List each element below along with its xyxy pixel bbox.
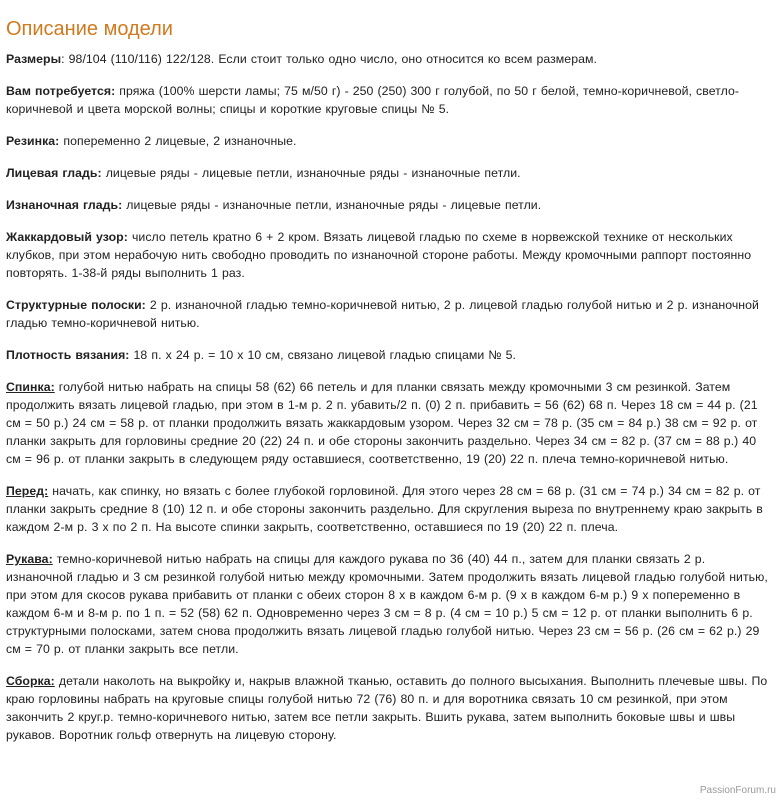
stockinette-label: Лицевая гладь: [6,166,102,180]
gauge-paragraph [6,346,772,364]
gauge-text: 18 п. х 24 р. = 10 х 10 см, связано лицевой гладью спицами № 5. [129,348,517,362]
rib-label: Резинка: [6,134,60,148]
gauge-label: Плотность вязания: [6,348,130,362]
sleeves-text: темно-коричневой нитью набрать на спицы для каждого рукава по 36 (40) 44 п., затем для планки связать 2 р. изнаночной гладью и 3 см резинкой голубой нитью между кромочными. Затем продолжить вязать лицевой гладью голубой нитью, при этом для скосов рукава прибавить от планки с обеих сторон 8 х в каждом 6-м р. (9 х в каждом 6-м р.) 9 х попеременно в каждом 6-м и 8-м р. по 1 п. = 52 (58) 62 п. Одновременно через 3 см = 8 р. (4 см = 10 р.) 5 см = 12 р. от планки выполнить 6 р. структурными полосками, затем снова продолжить вязать лицевой гладью голубой нитью. Через 23 см = 56 р. (26 см = 62 р.) 29 см = 70 р. от планки закрыть все петли. [6,552,768,656]
reverse-paragraph [6,196,772,214]
back-label: Спинка: [6,380,55,394]
assembly-label: Сборка: [6,674,55,688]
sleeves-paragraph [6,550,772,658]
sizes-paragraph [6,50,772,68]
stockinette-paragraph [6,164,772,182]
jacquard-label: Жаккардовый узор: [6,230,128,244]
assembly-paragraph [6,672,772,744]
back-text: голубой нитью набрать на спицы 58 (62) 66 петель и для планки связать между кромочными 3 см резинкой. Затем продолжить вязать лицевой гладью, при этом в 1-м р. 2 п. убавить/2 п. (0) 2 п. прибавить = 56 (62) 68 п. Через 18 см = 44 р. (21 см = 50 р.) 24 см = 58 р. от планки продолжить вязать жаккардовым узором. Через 32 см = 78 р. (35 см = 84 р.) 38 см = 92 р. от планки закрыть для горловины средние 20 (22) 24 п. и обе стороны закончить раздельно. Через 34 см = 82 р. (37 см = 88 р.) 40 см = 96 р. от планки закрыть в следующем ряду оставшиеся, соответственно, 19 (20) 22 п. плеча темно-коричневой нитью. [6,380,758,466]
front-paragraph [6,482,772,536]
watermark: PassionForum.ru [699,785,776,796]
materials-paragraph [6,82,772,118]
stripes-text: 2 р. изнаночной гладью темно-коричневой нитью, 2 р. лицевой гладью голубой нитью и 2 р. изнаночной гладью темно-коричневой нитью. [6,298,759,330]
jacquard-text: число петель кратно 6 + 2 кром. Вязать лицевой гладью по схеме в норвежской технике от нескольких клубков, при этом нерабочую нить свободно проводить по изнаночной стороне работы. Между кромочными раппорт постоянно повторять. 1-38-й ряды выполнить 1 раз. [6,230,752,280]
jacquard-paragraph [6,228,772,282]
reverse-label: Изнаночная гладь: [6,198,123,212]
assembly-text: детали наколоть на выкройку и, накрыв влажной тканью, оставить до полного высыхания. Выполнить плечевые швы. По краю горловины набрать на круговые спицы голубой нитью 72 (76) 80 п. и для воротника связать 10 см резинкой, при этом закончить 2 круг.р. темно-коричневого нитью, затем все петли закрыть. Вшить рукава, затем выполнить боковые швы и швы рукавов. Воротник гольф отвернуть на лицевую сторону. [6,674,768,742]
front-label: Перед: [6,484,49,498]
front-text: начать, как спинку, но вязать с более глубокой горловиной. Для этого через 28 см = 68 р. (31 см = 74 р.) 34 см = 82 р. от планки закрыть средние 8 (10) 12 п. и обе стороны закончить раздельно. Для скругления выреза по внутреннему краю закрыть в каждом 2-м р. 3 х по 2 п. На высоте спинки закрыть, соответственно, оставшиеся по 19 (20) 22 п. плеча. [6,484,763,534]
rib-paragraph [6,132,772,150]
rib-text: попеременно 2 лицевые, 2 изнаночные. [59,134,297,148]
page-title: Описание модели [6,18,173,40]
materials-text: пряжа (100% шерсти ламы; 75 м/50 г) - 250 (250) 300 г голубой, по 50 г белой, темно-коричневой, светло-коричневой и цвета морской волны; спицы и короткие круговые спицы № 5. [6,84,739,116]
sizes-label: Размеры [6,52,62,66]
stripes-label: Структурные полоски: [6,298,146,312]
sleeves-label: Рукава: [6,552,53,566]
stripes-paragraph [6,296,772,332]
materials-label: Вам потребуется: [6,84,116,98]
back-paragraph [6,378,772,468]
sizes-text: : 98/104 (110/116) 122/128. Если стоит только одно число, оно относится ко всем размерам. [61,52,597,66]
reverse-text: лицевые ряды - изнаночные петли, изнаночные ряды - лицевые петли. [122,198,542,212]
stockinette-text: лицевые ряды - лицевые петли, изнаночные ряды - изнаночные петли. [101,166,521,180]
